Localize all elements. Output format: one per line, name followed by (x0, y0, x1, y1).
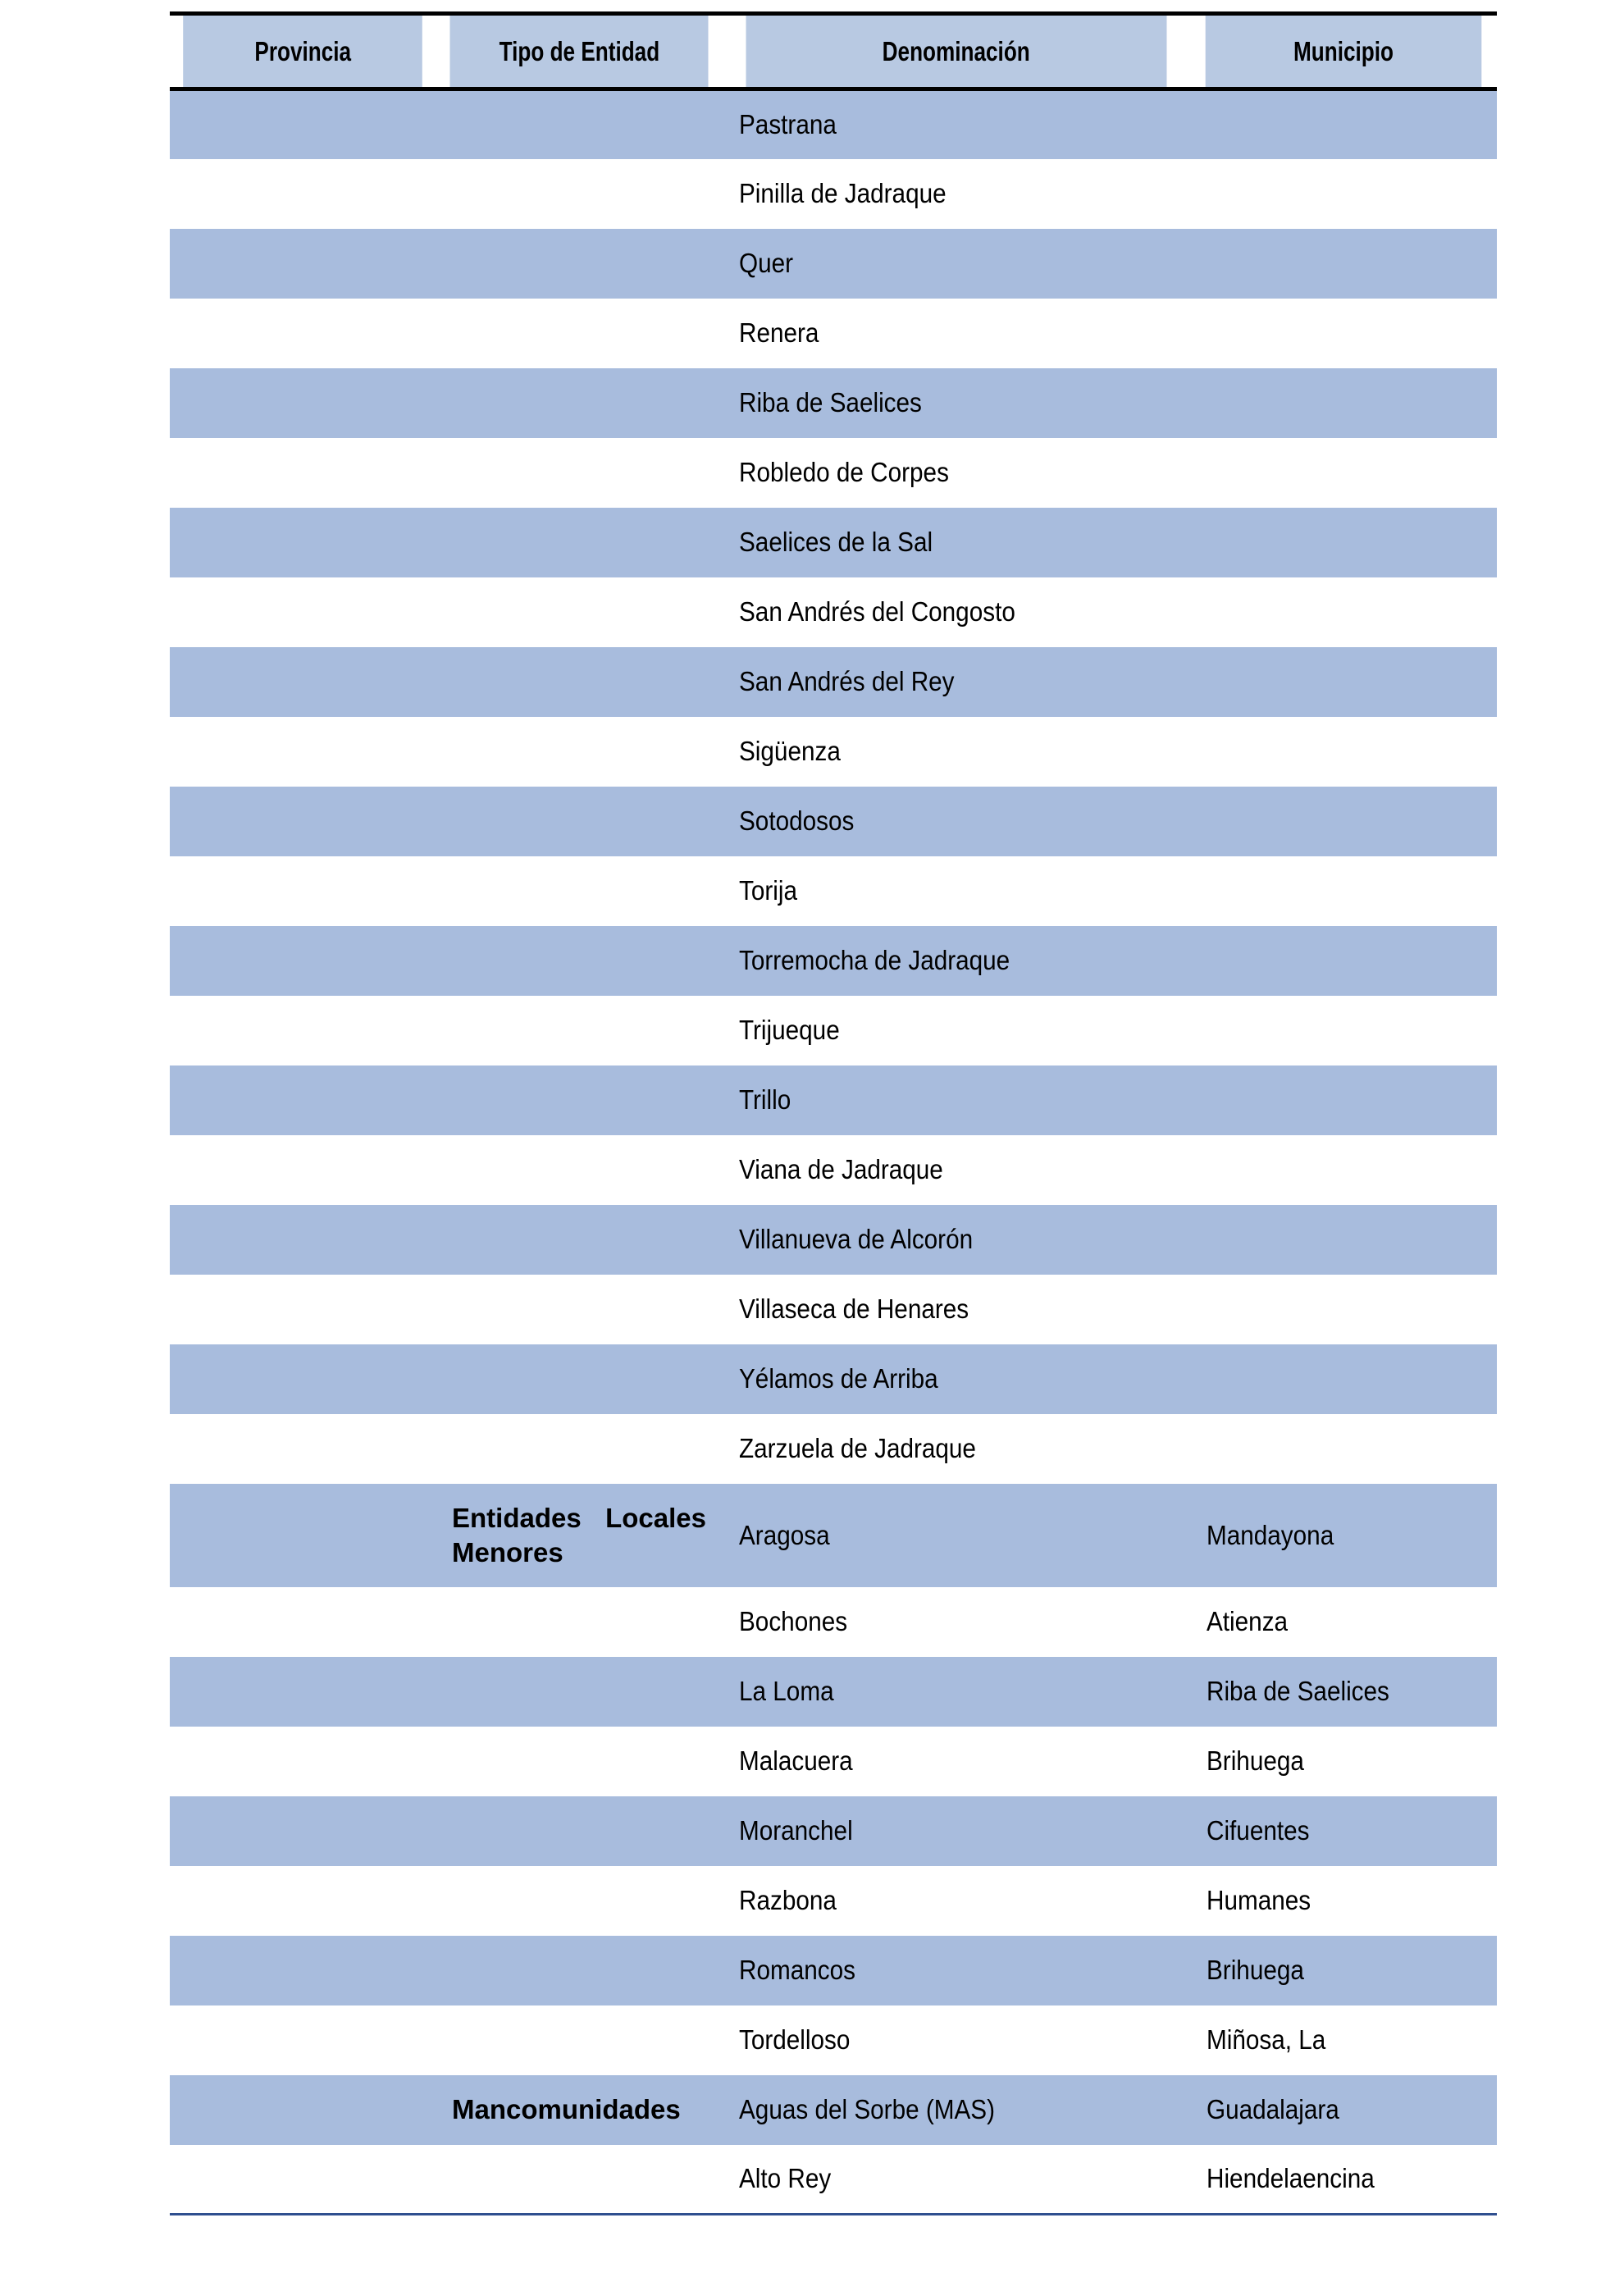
cell-denominacion (723, 1587, 1190, 1657)
cell-provincia (170, 2005, 436, 2075)
cell-tipo-entidad (436, 1484, 723, 1587)
table-row (170, 1727, 1497, 1796)
table-row (170, 508, 1497, 577)
header-denominacion: Denominación (746, 14, 1167, 89)
table-row (170, 717, 1497, 787)
cell-provincia (170, 508, 436, 577)
cell-municipio-text: Riba de Saelices (1207, 1676, 1389, 1706)
cell-denominacion-text: Villanueva de Alcorón (739, 1224, 974, 1254)
table-row (170, 787, 1497, 856)
cell-municipio (1190, 1275, 1497, 1344)
cell-denominacion (723, 89, 1190, 159)
cell-municipio (1190, 159, 1497, 229)
cell-denominacion-text: Bochones (739, 1606, 848, 1636)
cell-municipio (1190, 926, 1497, 996)
cell-provincia (170, 856, 436, 926)
cell-denominacion-text: Renera (739, 317, 819, 348)
table-row (170, 1796, 1497, 1866)
cell-denominacion-text: La Loma (739, 1676, 834, 1706)
cell-tipo-entidad (436, 1587, 723, 1657)
cell-denominacion-text: Sigüenza (739, 736, 841, 766)
cell-provincia (170, 1205, 436, 1275)
cell-municipio (1190, 1484, 1497, 1587)
table-row (170, 1587, 1497, 1657)
cell-denominacion (723, 926, 1190, 996)
cell-denominacion-text: Romancos (739, 1955, 855, 1985)
cell-denominacion-text: Pastrana (739, 109, 837, 140)
cell-provincia (170, 1344, 436, 1414)
cell-denominacion (723, 159, 1190, 229)
table-row (170, 1657, 1497, 1727)
cell-municipio (1190, 647, 1497, 717)
cell-provincia (170, 1414, 436, 1484)
cell-municipio (1190, 508, 1497, 577)
table-row (170, 1414, 1497, 1484)
cell-provincia (170, 1484, 436, 1587)
cell-denominacion (723, 1344, 1190, 1414)
table-row (170, 1344, 1497, 1414)
cell-denominacion (723, 2075, 1190, 2145)
cell-provincia (170, 299, 436, 368)
cell-provincia (170, 89, 436, 159)
cell-denominacion (723, 1205, 1190, 1275)
cell-provincia (170, 1866, 436, 1936)
cell-provincia (170, 717, 436, 787)
cell-tipo-entidad (436, 368, 723, 438)
cell-denominacion-text: Razbona (739, 1885, 837, 1915)
table-row (170, 1936, 1497, 2005)
cell-tipo-entidad (436, 1344, 723, 1414)
cell-municipio (1190, 1727, 1497, 1796)
cell-denominacion (723, 1414, 1190, 1484)
table-row (170, 1065, 1497, 1135)
cell-tipo-entidad (436, 1727, 723, 1796)
cell-tipo-entidad (436, 2005, 723, 2075)
cell-denominacion (723, 508, 1190, 577)
cell-denominacion-text: Yélamos de Arriba (739, 1363, 938, 1394)
cell-provincia (170, 438, 436, 508)
cell-municipio (1190, 1344, 1497, 1414)
cell-provincia (170, 159, 436, 229)
cell-denominacion-text: San Andrés del Rey (739, 666, 955, 696)
table-row (170, 1205, 1497, 1275)
cell-municipio (1190, 2145, 1497, 2215)
cell-denominacion (723, 2145, 1190, 2215)
table-row (170, 2005, 1497, 2075)
cell-denominacion (723, 1135, 1190, 1205)
cell-provincia (170, 2145, 436, 2215)
cell-provincia (170, 2075, 436, 2145)
cell-denominacion-text: San Andrés del Congosto (739, 596, 1015, 627)
cell-denominacion (723, 1936, 1190, 2005)
cell-denominacion (723, 1484, 1190, 1587)
table-row (170, 1484, 1497, 1587)
cell-tipo-entidad-text: Mancomunidades (452, 2094, 681, 2124)
table-row (170, 996, 1497, 1065)
cell-municipio (1190, 438, 1497, 508)
cell-municipio (1190, 1135, 1497, 1205)
cell-municipio (1190, 1657, 1497, 1727)
cell-denominacion (723, 299, 1190, 368)
cell-municipio (1190, 1205, 1497, 1275)
cell-municipio (1190, 229, 1497, 299)
cell-denominacion-text: Torija (739, 875, 797, 906)
cell-tipo-entidad (436, 577, 723, 647)
cell-tipo-entidad (436, 926, 723, 996)
cell-tipo-entidad (436, 89, 723, 159)
cell-tipo-entidad (436, 508, 723, 577)
cell-tipo-entidad (436, 1135, 723, 1205)
cell-denominacion-text: Trillo (739, 1084, 791, 1115)
cell-municipio (1190, 89, 1497, 159)
cell-denominacion (723, 438, 1190, 508)
cell-denominacion-text: Riba de Saelices (739, 387, 922, 418)
table-row (170, 438, 1497, 508)
cell-denominacion-text: Aguas del Sorbe (MAS) (739, 2094, 996, 2124)
cell-denominacion-text: Moranchel (739, 1815, 853, 1846)
cell-municipio (1190, 299, 1497, 368)
cell-denominacion (723, 856, 1190, 926)
table-row (170, 2145, 1497, 2215)
cell-denominacion (723, 1866, 1190, 1936)
table-row (170, 89, 1497, 159)
cell-tipo-entidad (436, 996, 723, 1065)
cell-tipo-entidad (436, 1657, 723, 1727)
cell-tipo-entidad (436, 1936, 723, 2005)
cell-municipio (1190, 577, 1497, 647)
cell-denominacion-text: Villaseca de Henares (739, 1294, 969, 1324)
table-row (170, 229, 1497, 299)
cell-municipio (1190, 717, 1497, 787)
cell-tipo-entidad (436, 299, 723, 368)
cell-provincia (170, 1727, 436, 1796)
cell-tipo-entidad-text: Entidades Locales Menores (452, 1502, 706, 1567)
cell-provincia (170, 368, 436, 438)
cell-denominacion (723, 1275, 1190, 1344)
cell-denominacion-text: Malacuera (739, 1745, 853, 1776)
header-provincia: Provincia (183, 14, 422, 89)
cell-denominacion-text: Viana de Jadraque (739, 1154, 943, 1184)
cell-provincia (170, 996, 436, 1065)
cell-municipio (1190, 1587, 1497, 1657)
cell-municipio-text: Cifuentes (1207, 1815, 1310, 1846)
cell-municipio (1190, 1796, 1497, 1866)
cell-municipio (1190, 1414, 1497, 1484)
table-row (170, 926, 1497, 996)
cell-municipio (1190, 368, 1497, 438)
cell-tipo-entidad (436, 2145, 723, 2215)
cell-denominacion (723, 787, 1190, 856)
cell-municipio-text: Atienza (1207, 1606, 1289, 1636)
cell-municipio (1190, 787, 1497, 856)
cell-denominacion-text: Pinilla de Jadraque (739, 178, 947, 208)
cell-tipo-entidad (436, 1205, 723, 1275)
cell-provincia (170, 787, 436, 856)
cell-provincia (170, 1936, 436, 2005)
cell-tipo-entidad (436, 1065, 723, 1135)
table-row (170, 1275, 1497, 1344)
cell-tipo-entidad (436, 787, 723, 856)
cell-tipo-entidad (436, 856, 723, 926)
cell-tipo-entidad (436, 438, 723, 508)
cell-municipio-text: Brihuega (1207, 1955, 1304, 1985)
cell-municipio-text: Guadalajara (1207, 2094, 1339, 2124)
cell-provincia (170, 1657, 436, 1727)
cell-denominacion (723, 1065, 1190, 1135)
header-row (170, 14, 1497, 89)
cell-denominacion-text: Alto Rey (739, 2163, 832, 2194)
cell-provincia (170, 926, 436, 996)
cell-denominacion (723, 717, 1190, 787)
table-row (170, 647, 1497, 717)
cell-tipo-entidad (436, 1275, 723, 1344)
cell-municipio (1190, 996, 1497, 1065)
cell-denominacion-text: Robledo de Corpes (739, 457, 949, 487)
cell-denominacion (723, 229, 1190, 299)
cell-denominacion (723, 368, 1190, 438)
cell-municipio (1190, 856, 1497, 926)
cell-denominacion (723, 647, 1190, 717)
cell-tipo-entidad (436, 1414, 723, 1484)
table-row (170, 1135, 1497, 1205)
table-header (170, 14, 1497, 89)
cell-provincia (170, 647, 436, 717)
cell-municipio-text: Mandayona (1207, 1519, 1334, 1550)
cell-denominacion (723, 1796, 1190, 1866)
cell-denominacion-text: Zarzuela de Jadraque (739, 1433, 976, 1463)
cell-tipo-entidad (436, 159, 723, 229)
cell-provincia (170, 1065, 436, 1135)
cell-provincia (170, 577, 436, 647)
cell-denominacion (723, 577, 1190, 647)
cell-denominacion-text: Trijueque (739, 1015, 840, 1045)
cell-municipio (1190, 1936, 1497, 2005)
entities-table (170, 11, 1497, 2215)
cell-municipio-text: Humanes (1207, 1885, 1312, 1915)
cell-municipio-text: Brihuega (1207, 1745, 1304, 1776)
table-row (170, 2075, 1497, 2145)
cell-provincia (170, 1135, 436, 1205)
cell-denominacion-text: Quer (739, 248, 794, 278)
cell-tipo-entidad (436, 2075, 723, 2145)
header-tipo-entidad: Tipo de Entidad (450, 14, 709, 89)
cell-municipio-text: Hiendelaencina (1207, 2163, 1375, 2194)
table-row (170, 299, 1497, 368)
cell-denominacion (723, 2005, 1190, 2075)
cell-provincia (170, 1275, 436, 1344)
cell-tipo-entidad (436, 1796, 723, 1866)
header-municipio: Municipio (1206, 14, 1482, 89)
cell-denominacion (723, 996, 1190, 1065)
table-row (170, 1866, 1497, 1936)
cell-municipio (1190, 2075, 1497, 2145)
table-row (170, 577, 1497, 647)
table-row (170, 159, 1497, 229)
cell-provincia (170, 1796, 436, 1866)
cell-denominacion-text: Torremocha de Jadraque (739, 945, 1010, 975)
cell-municipio (1190, 2005, 1497, 2075)
cell-denominacion-text: Aragosa (739, 1519, 830, 1550)
cell-denominacion (723, 1657, 1190, 1727)
cell-municipio-text: Miñosa, La (1207, 2024, 1326, 2055)
cell-tipo-entidad (436, 1866, 723, 1936)
cell-tipo-entidad (436, 647, 723, 717)
table-row (170, 856, 1497, 926)
cell-provincia (170, 1587, 436, 1657)
cell-denominacion-text: Sotodosos (739, 805, 855, 836)
cell-provincia (170, 229, 436, 299)
table-row (170, 368, 1497, 438)
cell-tipo-entidad (436, 229, 723, 299)
cell-denominacion (723, 1727, 1190, 1796)
cell-municipio (1190, 1065, 1497, 1135)
table-body (170, 89, 1497, 2215)
cell-tipo-entidad (436, 717, 723, 787)
cell-denominacion-text: Saelices de la Sal (739, 527, 933, 557)
cell-denominacion-text: Tordelloso (739, 2024, 851, 2055)
cell-municipio (1190, 1866, 1497, 1936)
